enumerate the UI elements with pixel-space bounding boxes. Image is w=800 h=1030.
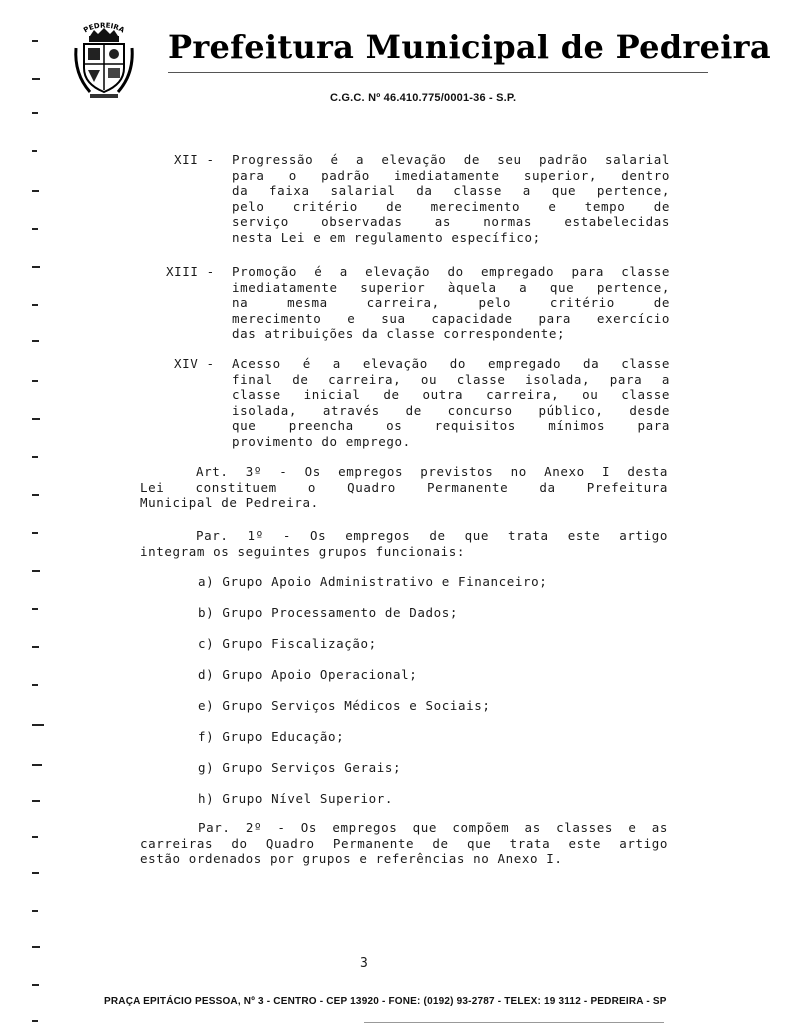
footer-rule <box>364 1022 664 1023</box>
list-item: c) Grupo Fiscalização; <box>198 636 377 651</box>
list-item: d) Grupo Apoio Operacional; <box>198 667 418 682</box>
article-3-line: Art. 3º - Os empregos previstos no Anexo I desta <box>196 464 668 479</box>
list-item: g) Grupo Serviços Gerais; <box>198 760 402 775</box>
page-number: 3 <box>360 956 369 971</box>
list-item: b) Grupo Processamento de Dados; <box>198 605 459 620</box>
section-xiii-line: imediatamente superior àquela a que pertence, <box>232 279 670 295</box>
paragraph-1-line: Par. 1º - Os empregos de que trata este artigo <box>196 528 668 543</box>
section-xii-line: Progressão é a elevação de seu padrão salarial <box>232 152 670 167</box>
section-xiv-line: isolada, através de concurso público, desde <box>232 402 670 418</box>
paragraph-2 <box>140 820 668 867</box>
list-item: f) Grupo Educação; <box>198 729 345 744</box>
section-xii-numeral: XII - <box>174 152 215 167</box>
letterhead-title: Prefeitura Municipal de Pedreira <box>168 28 771 66</box>
list-item: a) Grupo Apoio Administrativo e Financeiro; <box>198 574 548 589</box>
paragraph-2-line: carreiras do Quadro Permanente de que trata este artigo <box>140 835 668 851</box>
list-item: e) Grupo Serviços Médicos e Sociais; <box>198 698 491 713</box>
crest-text: PEDREIRA <box>82 21 126 35</box>
list-item: h) Grupo Nível Superior. <box>198 791 394 806</box>
section-xii <box>174 152 674 248</box>
municipal-crest-logo <box>72 18 136 102</box>
letterhead-rule <box>168 72 708 73</box>
section-xiii-line: das atribuições da classe correspondente; <box>232 326 566 341</box>
section-xiii <box>166 264 674 344</box>
section-xii-line: da faixa salarial da classe a que pertence, <box>232 183 670 198</box>
binding-marks <box>32 40 46 1020</box>
section-xiii-line: na mesma carreira, pelo critério de <box>232 295 670 310</box>
paragraph-1-line: integram os seguintes grupos funcionais: <box>140 543 466 559</box>
article-3-line: Lei constituem o Quadro Permanente da Prefeitura <box>140 479 668 495</box>
section-xiii-line: merecimento e sua capacidade para exercício <box>232 310 670 326</box>
section-xiv-line: provimento do emprego. <box>232 433 411 449</box>
paragraph-2-line: estão ordenados por grupos e referências no Anexo I. <box>140 851 563 866</box>
section-xiii-line: Promoção é a elevação do empregado para classe <box>232 264 670 279</box>
section-xii-line: nesta Lei e em regulamento específico; <box>232 229 541 245</box>
section-xiv-line: final de carreira, ou classe isolada, para a <box>232 371 670 387</box>
paragraph-1 <box>140 528 668 559</box>
section-xii-line: para o padrão imediatamente superior, dentro <box>232 167 670 183</box>
paragraph-2-line: Par. 2º - Os empregos que compõem as classes e as <box>198 820 668 835</box>
section-xii-line: pelo critério de merecimento e tempo de <box>232 198 670 214</box>
section-xiv-line: classe inicial de outra carreira, ou classe <box>232 387 670 402</box>
section-xiv-numeral: XIV - <box>174 356 215 371</box>
section-xiii-numeral: XIII - <box>166 264 215 279</box>
section-xiv-line: que preencha os requisitos mínimos para <box>232 418 670 433</box>
section-xii-line: serviço observadas as normas estabelecidas <box>232 214 670 229</box>
letterhead-footer: PRAÇA EPITÁCIO PESSOA, Nº 3 - CENTRO - CEP 13920 - FONE: (0192) 93-2787 - TELEX: 19 3112 - PEDREIRA - SP <box>104 996 667 1007</box>
letterhead-cgc: C.G.C. Nº 46.410.775/0001-36 - S.P. <box>330 92 517 104</box>
section-xiv-line: Acesso é a elevação do empregado da classe <box>232 356 670 371</box>
section-xiv <box>174 356 674 452</box>
article-3-line: Municipal de Pedreira. <box>140 495 319 510</box>
article-3 <box>140 464 668 511</box>
